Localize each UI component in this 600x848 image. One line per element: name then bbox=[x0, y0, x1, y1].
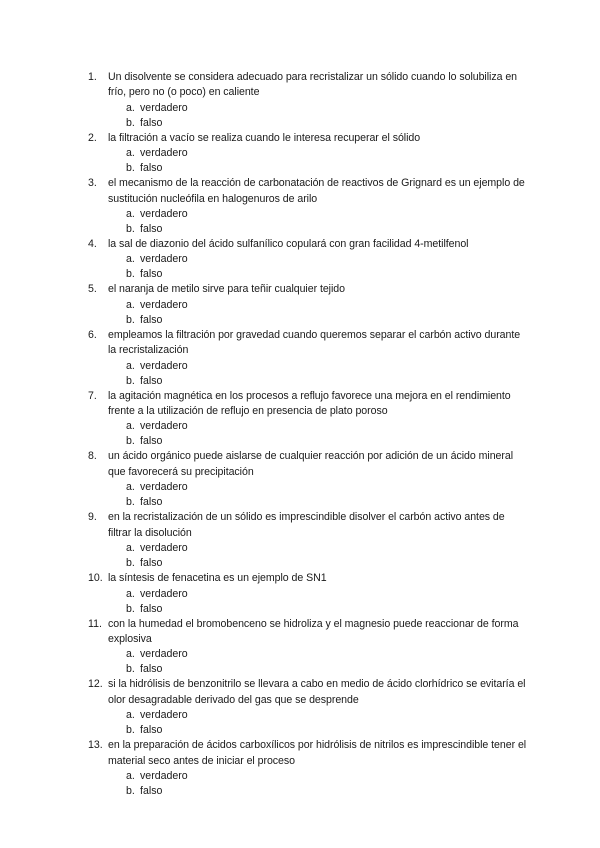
question-number: 9. bbox=[88, 511, 97, 524]
option-letter: a. bbox=[126, 709, 135, 722]
question-13 bbox=[88, 738, 528, 799]
option-a bbox=[88, 207, 528, 222]
question-number: 13. bbox=[88, 739, 103, 752]
option-b bbox=[88, 161, 528, 176]
question-text: el mecanismo de la reacción de carbonatación de reactivos de Grignard es un ejemplo de sustitución nucleófila en halogenuros de arilo bbox=[108, 177, 525, 205]
question-number: 10. bbox=[88, 572, 103, 585]
option-b bbox=[88, 374, 528, 389]
option-list bbox=[88, 207, 528, 237]
option-b bbox=[88, 313, 528, 328]
question-number: 3. bbox=[88, 177, 97, 190]
option-a bbox=[88, 480, 528, 495]
question-text: la sal de diazonio del ácido sulfanílico copulará con gran facilidad 4-metilfenol bbox=[108, 238, 469, 251]
option-label: falso bbox=[140, 116, 163, 129]
question-12 bbox=[88, 677, 528, 738]
option-letter: a. bbox=[126, 147, 135, 160]
option-list bbox=[88, 647, 528, 677]
option-label: verdadero bbox=[140, 769, 188, 782]
question-7 bbox=[88, 389, 528, 450]
option-label: falso bbox=[140, 784, 163, 797]
option-b bbox=[88, 662, 528, 677]
option-letter: a. bbox=[126, 420, 135, 433]
option-label: verdadero bbox=[140, 147, 188, 160]
question-number: 6. bbox=[88, 328, 97, 341]
question-text: el naranja de metilo sirve para teñir cualquier tejido bbox=[108, 283, 345, 296]
option-letter: a. bbox=[126, 587, 135, 600]
question-number: 8. bbox=[88, 450, 97, 463]
option-letter: a. bbox=[126, 298, 135, 311]
option-letter: a. bbox=[126, 208, 135, 221]
option-list bbox=[88, 298, 528, 328]
option-b bbox=[88, 723, 528, 738]
option-letter: b. bbox=[126, 784, 135, 797]
question-5 bbox=[88, 282, 528, 327]
option-label: falso bbox=[140, 268, 163, 281]
option-list bbox=[88, 419, 528, 449]
option-letter: b. bbox=[126, 223, 135, 236]
option-label: verdadero bbox=[140, 648, 188, 661]
option-b bbox=[88, 222, 528, 237]
option-list bbox=[88, 101, 528, 131]
option-a bbox=[88, 298, 528, 313]
question-text: un ácido orgánico puede aislarse de cualquier reacción por adición de un ácido mineral que favorecerá su precipitación bbox=[108, 450, 513, 478]
question-number: 2. bbox=[88, 131, 97, 144]
question-number: 4. bbox=[88, 238, 97, 251]
option-letter: b. bbox=[126, 374, 135, 387]
question-text: Un disolvente se considera adecuado para recristalizar un sólido cuando lo solubiliza en frío, pero no (o poco) en caliente bbox=[108, 71, 518, 99]
question-list bbox=[88, 70, 528, 799]
option-label: verdadero bbox=[140, 298, 188, 311]
option-label: falso bbox=[140, 313, 163, 326]
option-label: verdadero bbox=[140, 253, 188, 266]
option-letter: a. bbox=[126, 648, 135, 661]
option-label: falso bbox=[140, 374, 163, 387]
question-8 bbox=[88, 449, 528, 510]
option-letter: b. bbox=[126, 557, 135, 570]
question-number: 11. bbox=[88, 617, 102, 630]
option-label: verdadero bbox=[140, 359, 188, 372]
option-a bbox=[88, 541, 528, 556]
question-text: empleamos la filtración por gravedad cuando queremos separar el carbón activo durante la recristalización bbox=[108, 328, 521, 357]
option-label: falso bbox=[140, 724, 163, 737]
question-text: la filtración a vacío se realiza cuando le interesa recuperar el sólido bbox=[108, 131, 421, 144]
question-text: la agitación magnética en los procesos a reflujo favorece una mejora en el rendimiento frente a la utilización de reflujo en presencia de plato poroso bbox=[108, 389, 511, 418]
option-label: verdadero bbox=[140, 709, 188, 722]
option-a bbox=[88, 769, 528, 784]
option-list bbox=[88, 769, 528, 799]
option-a bbox=[88, 419, 528, 434]
option-a bbox=[88, 359, 528, 374]
option-letter: b. bbox=[126, 162, 135, 175]
option-b bbox=[88, 267, 528, 282]
option-label: verdadero bbox=[140, 101, 188, 114]
question-number: 5. bbox=[88, 283, 97, 296]
option-a bbox=[88, 708, 528, 723]
question-text: si la hidrólisis de benzonitrilo se llevara a cabo en medio de ácido clorhídrico se evitaría el olor desagradable derivado del gas que se desprende bbox=[108, 678, 526, 706]
question-10 bbox=[88, 571, 528, 616]
option-b bbox=[88, 556, 528, 571]
option-label: falso bbox=[140, 162, 163, 175]
option-b bbox=[88, 784, 528, 799]
option-list bbox=[88, 146, 528, 176]
option-list bbox=[88, 587, 528, 617]
option-label: falso bbox=[140, 602, 163, 615]
option-list bbox=[88, 541, 528, 571]
option-label: verdadero bbox=[140, 542, 188, 555]
question-1 bbox=[88, 70, 528, 131]
option-list bbox=[88, 252, 528, 282]
option-letter: b. bbox=[126, 313, 135, 326]
option-list bbox=[88, 708, 528, 738]
option-a bbox=[88, 146, 528, 161]
option-label: falso bbox=[140, 663, 163, 676]
option-letter: b. bbox=[126, 496, 135, 509]
option-letter: b. bbox=[126, 602, 135, 615]
option-label: falso bbox=[140, 557, 163, 570]
option-letter: a. bbox=[126, 769, 135, 782]
question-text: con la humedad el bromobenceno se hidroliza y el magnesio puede reaccionar de forma explosiva bbox=[108, 617, 519, 645]
question-3 bbox=[88, 176, 528, 237]
question-text: en la preparación de ácidos carboxílicos por hidrólisis de nitrilos es imprescindible tener el material seco antes de iniciar el proceso bbox=[108, 739, 527, 767]
option-letter: a. bbox=[126, 253, 135, 266]
option-label: falso bbox=[140, 435, 163, 448]
option-list bbox=[88, 359, 528, 389]
option-label: verdadero bbox=[140, 208, 188, 221]
option-label: verdadero bbox=[140, 587, 188, 600]
option-letter: a. bbox=[126, 542, 135, 555]
option-label: falso bbox=[140, 496, 163, 509]
option-letter: a. bbox=[126, 481, 135, 494]
option-letter: b. bbox=[126, 435, 135, 448]
option-a bbox=[88, 647, 528, 662]
option-letter: b. bbox=[126, 724, 135, 737]
option-letter: b. bbox=[126, 268, 135, 281]
question-number: 7. bbox=[88, 389, 97, 402]
option-letter: a. bbox=[126, 359, 135, 372]
option-a bbox=[88, 252, 528, 267]
option-label: verdadero bbox=[140, 420, 188, 433]
option-letter: b. bbox=[126, 116, 135, 129]
option-b bbox=[88, 116, 528, 131]
option-a bbox=[88, 587, 528, 602]
option-a bbox=[88, 101, 528, 116]
question-number: 12. bbox=[88, 678, 103, 691]
option-letter: a. bbox=[126, 101, 135, 114]
question-11 bbox=[88, 617, 528, 678]
option-list bbox=[88, 480, 528, 510]
question-4 bbox=[88, 237, 528, 282]
question-number: 1. bbox=[88, 71, 97, 83]
option-b bbox=[88, 602, 528, 617]
option-label: verdadero bbox=[140, 481, 188, 494]
question-text: la síntesis de fenacetina es un ejemplo de SN1 bbox=[108, 572, 327, 585]
option-label: falso bbox=[140, 223, 163, 236]
question-text: en la recristalización de un sólido es imprescindible disolver el carbón activo antes de filtrar la disolución bbox=[108, 511, 505, 539]
question-6 bbox=[88, 328, 528, 389]
option-b bbox=[88, 495, 528, 510]
question-2 bbox=[88, 131, 528, 176]
option-letter: b. bbox=[126, 663, 135, 676]
option-b bbox=[88, 434, 528, 449]
question-9 bbox=[88, 510, 528, 571]
